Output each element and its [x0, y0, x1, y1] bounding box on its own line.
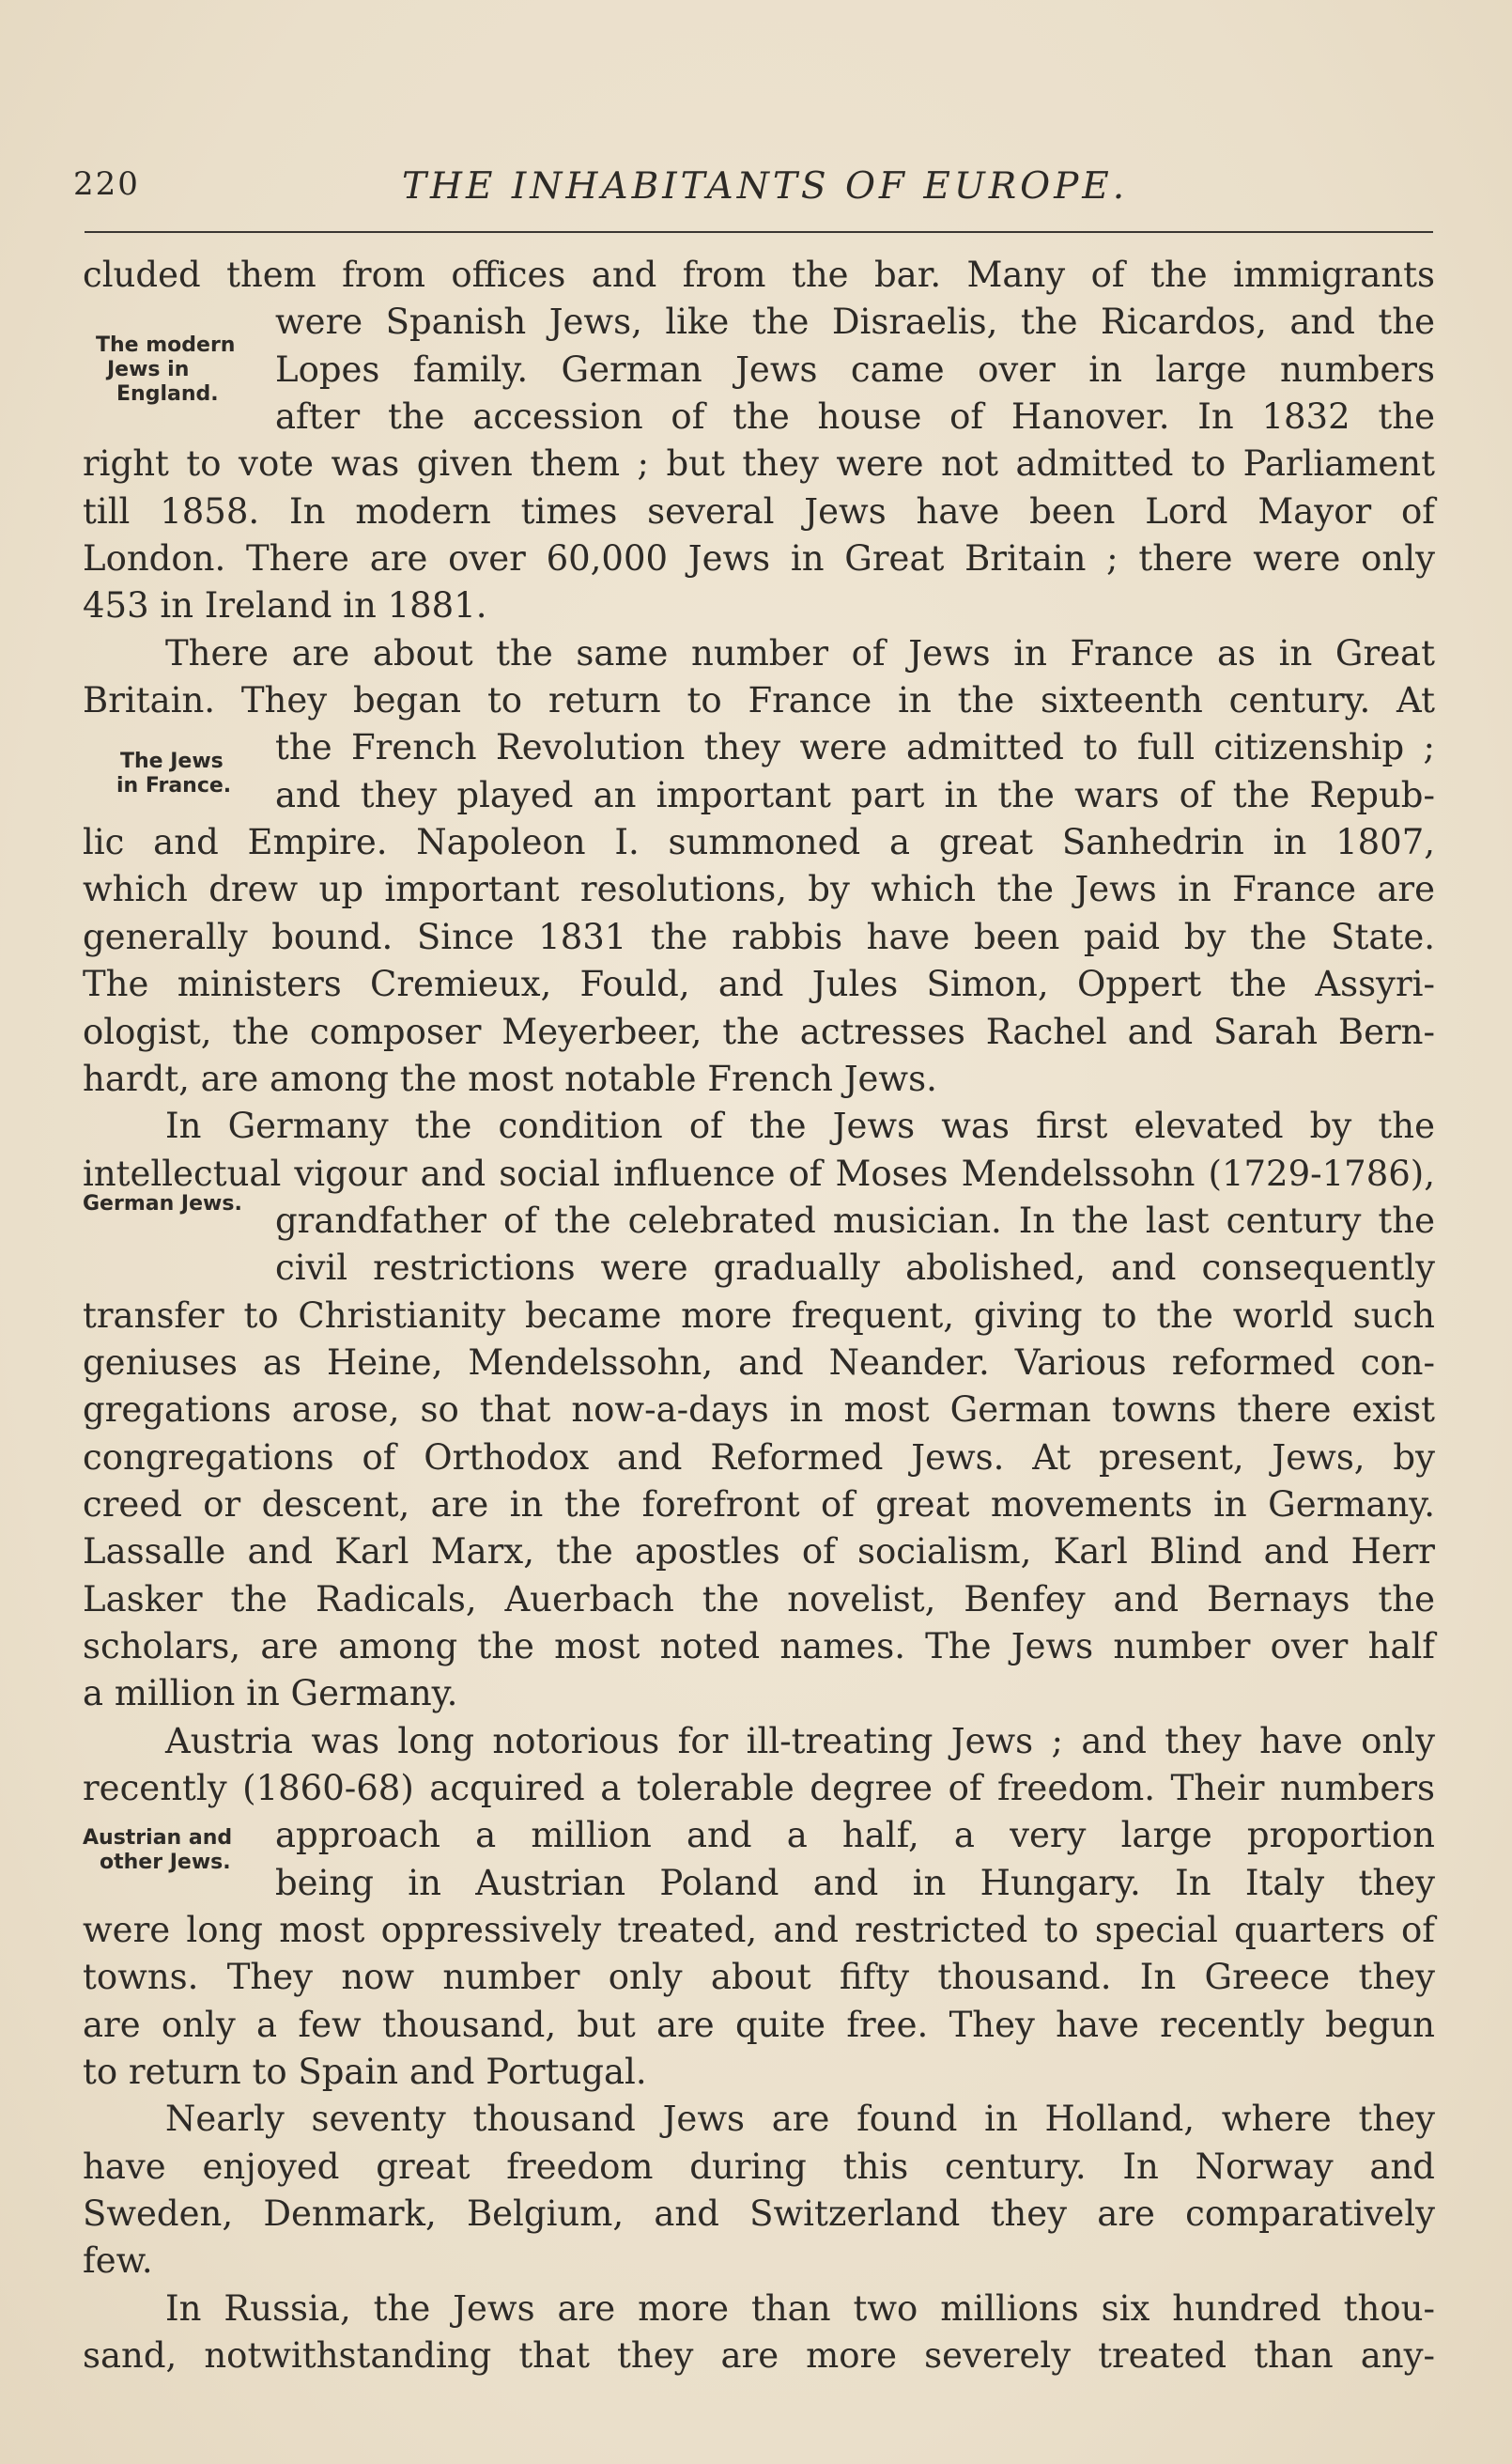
body-text — [83, 252, 1435, 2379]
margin-note-line: The modern — [96, 333, 236, 357]
text-line: approach a million and a half, a very large proportion — [275, 1815, 1435, 1856]
text-line: Nearly seventy thousand Jews are found in Holland, where they — [165, 2099, 1435, 2140]
text-line: a million in Germany. — [83, 1673, 458, 1714]
margin-note-line: The Jews — [120, 750, 224, 773]
text-line: few. — [83, 2240, 153, 2282]
text-line: scholars, are among the most noted names. The Jews number over half — [83, 1625, 1435, 1666]
text-line: Britain. They began to return to France in the sixteenth century. At — [83, 680, 1435, 721]
text-line: being in Austrian Poland and in Hungary. In Italy they — [275, 1862, 1435, 1903]
text-line: Sweden, Denmark, Belgium, and Switzerland they are comparatively — [83, 2193, 1435, 2235]
text-line: congregations of Orthodox and Reformed Jews. At present, Jews, by — [83, 1436, 1435, 1478]
text-line: the French Revolution they were admitted to full citizenship ; — [275, 727, 1435, 768]
text-line: are only a few thousand, but are quite free. They have recently begun — [83, 2004, 1435, 2045]
text-line: creed or descent, are in the forefront of great movements in Germany. — [83, 1483, 1435, 1525]
text-line: cluded them from offices and from the bar. Many of the immigrants — [83, 255, 1435, 295]
text-line: generally bound. Since 1831 the rabbis have been paid by the State. — [83, 916, 1435, 957]
page-number: 220 — [73, 165, 140, 203]
text-line: In Germany the condition of the Jews was first elevated by the — [165, 1106, 1435, 1147]
header-rule — [85, 231, 1433, 233]
text-line: which drew up important resolutions, by which the Jews in France are — [83, 869, 1435, 910]
text-line: Austria was long notorious for ill-treating Jews ; and they have only — [165, 1720, 1435, 1761]
text-line: Lassalle and Karl Marx, the apostles of socialism, Karl Blind and Herr — [83, 1531, 1435, 1573]
text-line: after the accession of the house of Hanover. In 1832 the — [275, 396, 1435, 438]
text-line: In Russia, the Jews are more than two millions six hundred thou- — [165, 2287, 1435, 2329]
text-line: There are about the same number of Jews in France as in Great — [165, 632, 1435, 674]
text-line: 453 in Ireland in 1881. — [83, 585, 487, 627]
text-line: were long most oppressively treated, and restricted to special quarters of — [83, 1910, 1435, 1951]
text-line: right to vote was given them ; but they were not admitted to Parliament — [83, 443, 1435, 485]
text-line: were Spanish Jews, like the Disraelis, the Ricardos, and the — [275, 302, 1435, 343]
margin-note-line: other Jews. — [100, 1851, 231, 1874]
text-line: lic and Empire. Napoleon I. summoned a great Sanhedrin in 1807, — [83, 822, 1435, 863]
running-head — [73, 165, 1433, 212]
text-line: Lopes family. German Jews came over in large numbers — [275, 349, 1435, 390]
text-line: London. There are over 60,000 Jews in Great Britain ; there were only — [83, 538, 1435, 580]
margin-note-line: England. — [116, 382, 219, 406]
text-line: geniuses as Heine, Mendelssohn, and Neander. Various reformed con- — [83, 1341, 1435, 1383]
text-line: transfer to Christianity became more frequent, giving to the world such — [83, 1294, 1435, 1336]
margin-note-line: Austrian and — [83, 1826, 233, 1850]
text-line: recently (1860-68) acquired a tolerable degree of freedom. Their numbers — [83, 1768, 1435, 1808]
text-line: Lasker the Radicals, Auerbach the novelist, Benfey and Bernays the — [83, 1578, 1435, 1619]
text-line: gregations arose, so that now-a-days in most German towns there exist — [83, 1389, 1435, 1431]
running-title: THE INHABITANTS OF EUROPE. — [402, 165, 1129, 208]
text-line: hardt, are among the most notable French Jews. — [83, 1058, 937, 1099]
text-line: intellectual vigour and social influence of Moses Mendelssohn (1729-1786), — [83, 1153, 1435, 1194]
text-line: till 1858. In modern times several Jews have been Lord Mayor of — [83, 490, 1435, 532]
text-line: grandfather of the celebrated musician. In the last century the — [275, 1200, 1435, 1241]
text-line: ologist, the composer Meyerbeer, the actresses Rachel and Sarah Bern- — [83, 1011, 1435, 1052]
text-line: civil restrictions were gradually abolished, and consequently — [275, 1247, 1435, 1289]
text-line: and they played an important part in the wars of the Repub- — [275, 774, 1435, 815]
margin-note-line: Jews in — [107, 358, 190, 381]
text-line: sand, notwithstanding that they are more severely treated than any- — [83, 2335, 1435, 2377]
text-line: The ministers Cremieux, Fould, and Jules Simon, Oppert the Assyri- — [83, 964, 1435, 1005]
text-line: to return to Spain and Portugal. — [83, 2052, 647, 2093]
margin-note-line: in France. — [116, 774, 232, 798]
text-line: towns. They now number only about fifty thousand. In Greece they — [83, 1957, 1435, 1998]
margin-note-line: German Jews. — [83, 1192, 242, 1216]
text-line: have enjoyed great freedom during this century. In Norway and — [83, 2146, 1435, 2187]
